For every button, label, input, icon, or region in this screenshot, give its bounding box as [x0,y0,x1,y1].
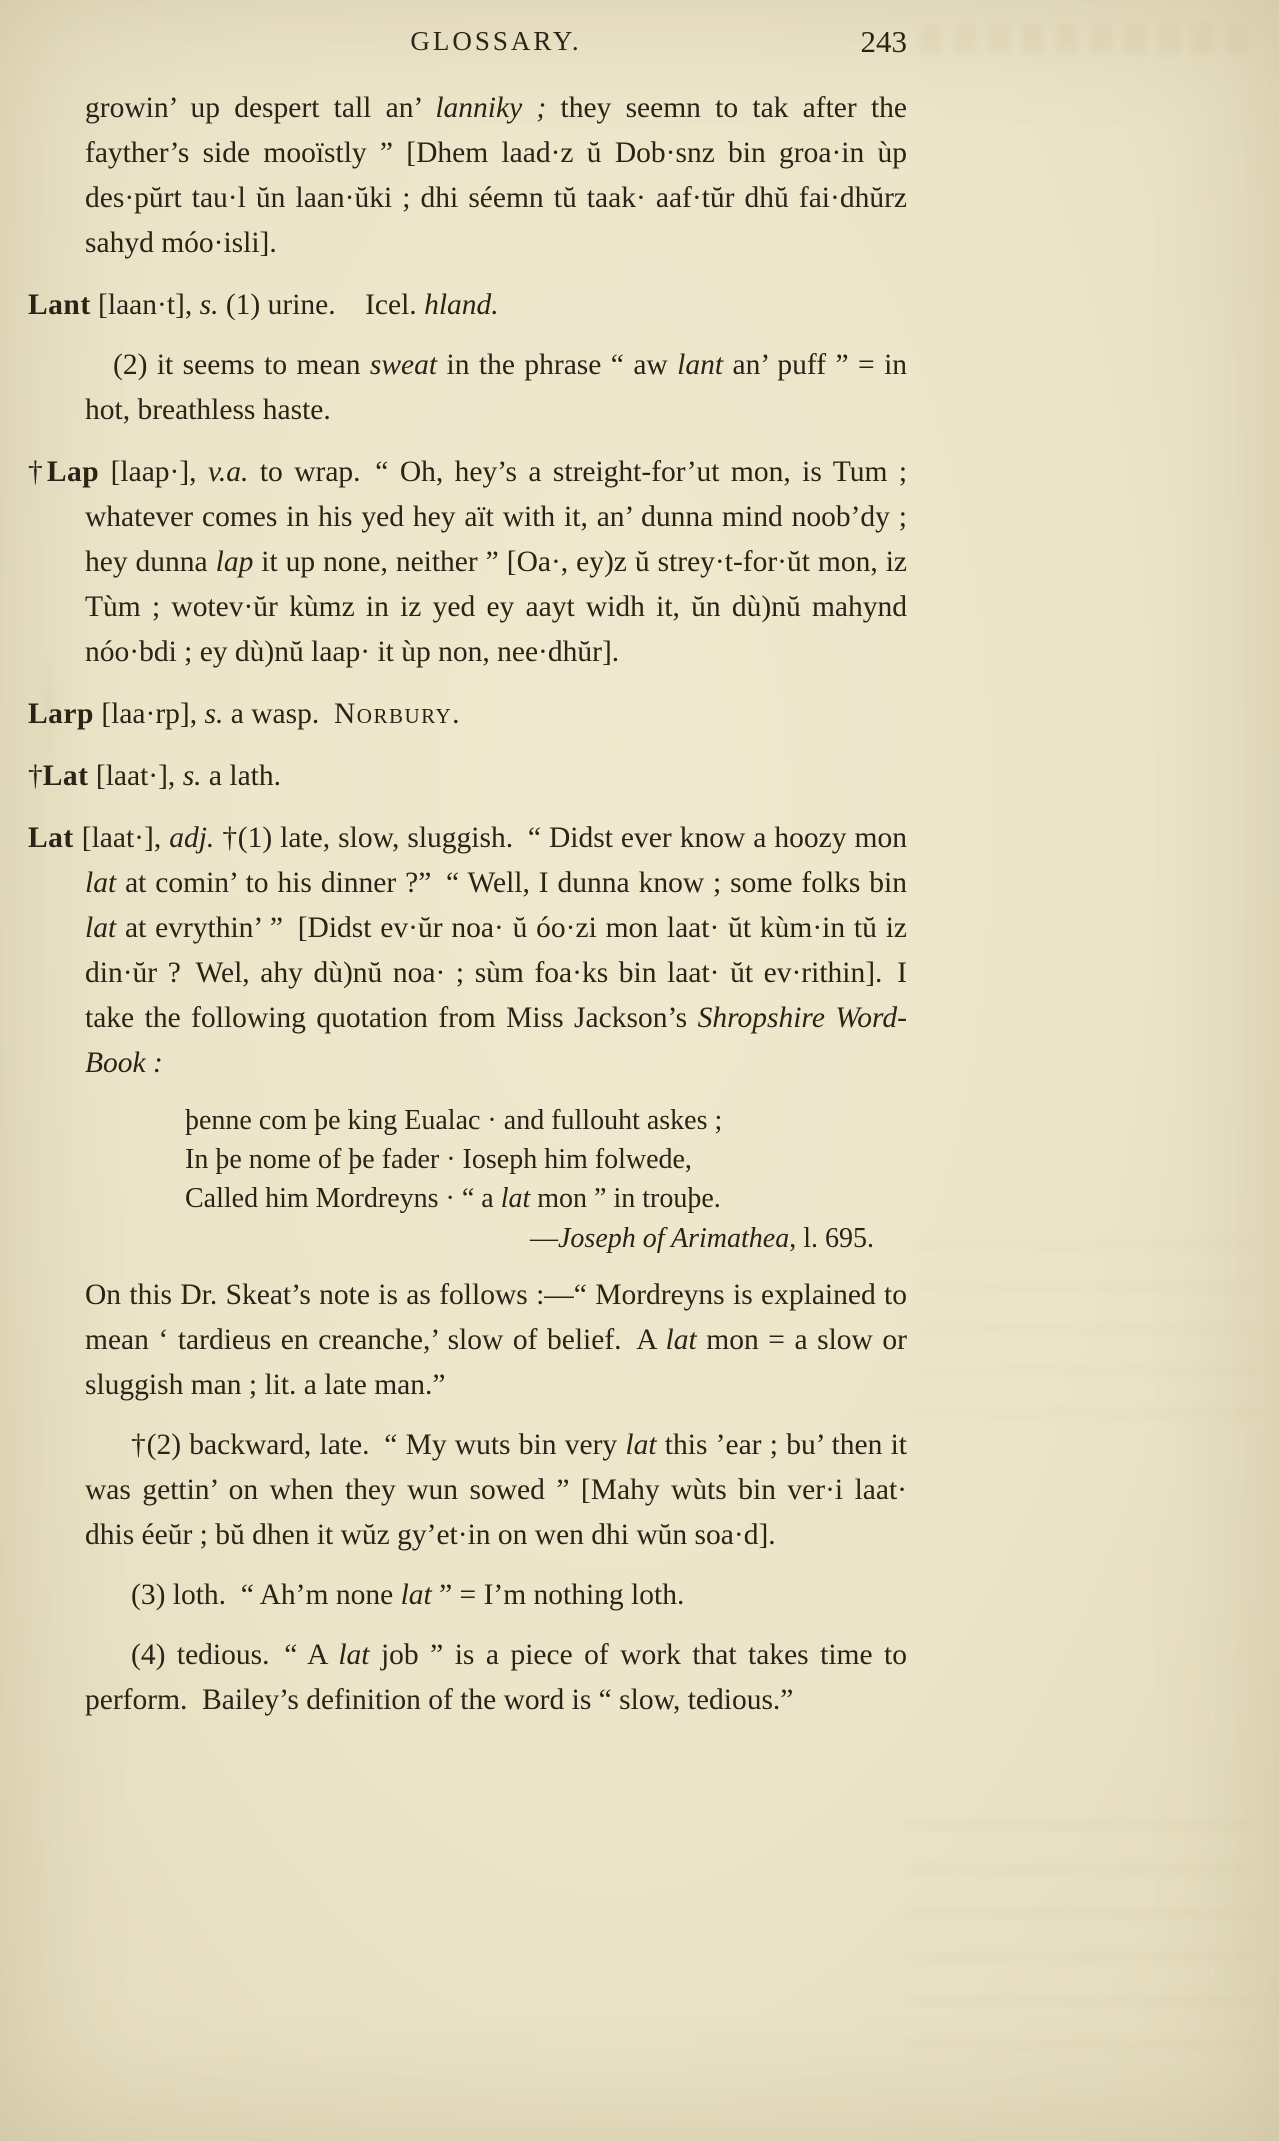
sense-lant-2 [85,343,907,433]
text-run: Shropshire Word-Book : [85,1002,907,1079]
text-run: at evrythin’ ” [Didst ev·ŭr noa· ŭ óo·zi mon laat· ŭt kùm·in tŭ iz din·ŭr ? Wel, ahy dù)nŭ noa· ; sùm foa·ks bin laat· ŭt ev·rithin]. I take the following quotation from Miss Jackson’s [85,912,907,1034]
bleedthrough-artifact [905,1820,1255,2060]
text-run: to wrap. “ Oh, hey’s a streight-for’ut mon, is Tum ; whatever comes in his yed hey aït with it, an’ dunna mind noob’dy ; hey dunna [85,456,908,578]
text-run: — [530,1223,558,1254]
text-run: ” = I’m nothing loth. [431,1579,685,1611]
text-run: Joseph of Arimathea [558,1223,790,1254]
text-run: Called him Mordreyns · “ a [185,1183,501,1214]
text-run: Lant [28,289,91,321]
entry-lat-adj [28,816,907,1086]
text-run: †(2) backward, late. “ My wuts bin very [131,1429,626,1461]
text-run: (1) urine. Icel. [218,289,425,321]
text-run: Norbury. [333,698,462,730]
text-run: s. [199,289,219,321]
text-run: a wasp. [223,698,334,730]
text-run: On this Dr. Skeat’s note is as follows :—“ Mordreyns is explained to mean ‘ tardieus en creanche,’ slow of belief. A [85,1279,907,1356]
text-run: job ” is a piece of work that takes time to perform. Bailey’s definition of the word is “ slow, tedious.” [85,1639,907,1716]
text-run: s. [204,698,224,730]
text-run: lat [338,1639,370,1671]
text-run: an’ puff ” = in hot, breathless haste. [85,349,908,426]
text-run: v.a. [208,456,249,488]
text-run: Lat [42,760,89,792]
text-run: lat [625,1429,657,1461]
text-run: lat [85,867,117,899]
text-run: lant [677,349,724,381]
text-run: † [28,760,43,792]
quotation-line [185,1179,907,1218]
text-run: at comin’ to his dinner ?” “ Well, I dunna know ; some folks bin [116,867,907,899]
text-run: lat [85,912,117,944]
entry-lant [28,283,907,328]
text-run: it up none, neither ” [Oa·, ey)z ŭ strey·t-for·ŭt mon, iz Tùm ; wotev·ŭr kùmz in iz yed ey aayt widh it, ŭn dù)nŭ mahynd nóo·bdi ; ey dù)nŭ laap· it ùp non, nee·dhŭr]. [85,546,907,668]
text-run: lat [400,1579,432,1611]
text-run: sweat [369,349,438,381]
quotation-line [185,1101,907,1140]
text-run: lat [665,1324,697,1356]
text-run: in the phrase “ aw [437,349,678,381]
text-run: (3) loth. “ Ah’m none [131,1579,401,1611]
text-run: s. [182,760,202,792]
text-run: mon = a slow or sluggish man ; lit. a late man.” [85,1324,907,1401]
text-run: lat [500,1183,531,1214]
sense-lat-3 [85,1573,907,1618]
text-run: lap [215,546,254,578]
text-run: Larp [28,698,94,730]
text-column [28,86,908,1723]
text-run: this ’ear ; bu’ then it was gettin’ on when they wun sowed ” [Mahy wùts bin ver·i laat· dhis éeŭr ; bŭ dhen it wŭz gy’et·in on wen dhi wŭn soa·d]. [85,1429,908,1551]
text-run: [laa·rp], [93,698,205,730]
text-run: they seemn to tak after the fayther’s side mooïstly ” [Dhem laad·z ŭ Dob·snz bin groa·in ùp des·pŭrt tau·l ŭn laan·ŭki ; dhi séemn tŭ taak· aaf·tŭr dhŭ fai·dhŭrz sahyd móo·isli]. [85,92,908,259]
text-run: † [28,456,47,488]
text-run: hland. [424,289,499,321]
text-run: lanniky ; [435,92,547,124]
quotation-block [185,1101,907,1258]
bleedthrough-artifact [915,1240,1255,1450]
text-run: Lap [46,456,100,488]
text-run: [laap·], [99,456,208,488]
entry-larp [28,692,907,737]
text-run: adj. [169,822,215,854]
text-run: Lat [28,822,74,854]
sense-lat-2 [85,1423,907,1558]
page-number: 243 [860,24,907,59]
sense-lat-4 [85,1633,907,1723]
entry-lat-noun [28,754,907,799]
running-header-title: GLOSSARY. [410,26,582,56]
quotation-line [185,1140,907,1179]
quotation-attribution [185,1219,907,1258]
text-run: (4) tedious. “ A [131,1639,339,1671]
text-run: þenne com þe king Eualac · and fullouht askes ; [185,1105,723,1136]
running-header [85,26,907,70]
text-run: , l. 695. [789,1223,875,1254]
text-run: [laat·], [88,760,183,792]
text-run: [laan·t], [90,289,200,321]
continuation-paragraph [85,86,907,266]
text-run: [laat·], [73,822,170,854]
text-run: a lath. [201,760,282,792]
text-run: (2) it seems to mean [113,349,370,381]
entry-lap [28,450,908,675]
bleedthrough-artifact [920,24,1250,54]
skeat-note-paragraph [85,1273,907,1408]
text-run: mon ” in trouþe. [530,1183,721,1214]
text-run: †(1) late, slow, sluggish. “ Didst ever know a hoozy mon [214,822,907,854]
text-run: growin’ up despert tall an’ [85,92,436,124]
text-run: In þe nome of þe fader · Ioseph him folwede, [185,1144,692,1175]
